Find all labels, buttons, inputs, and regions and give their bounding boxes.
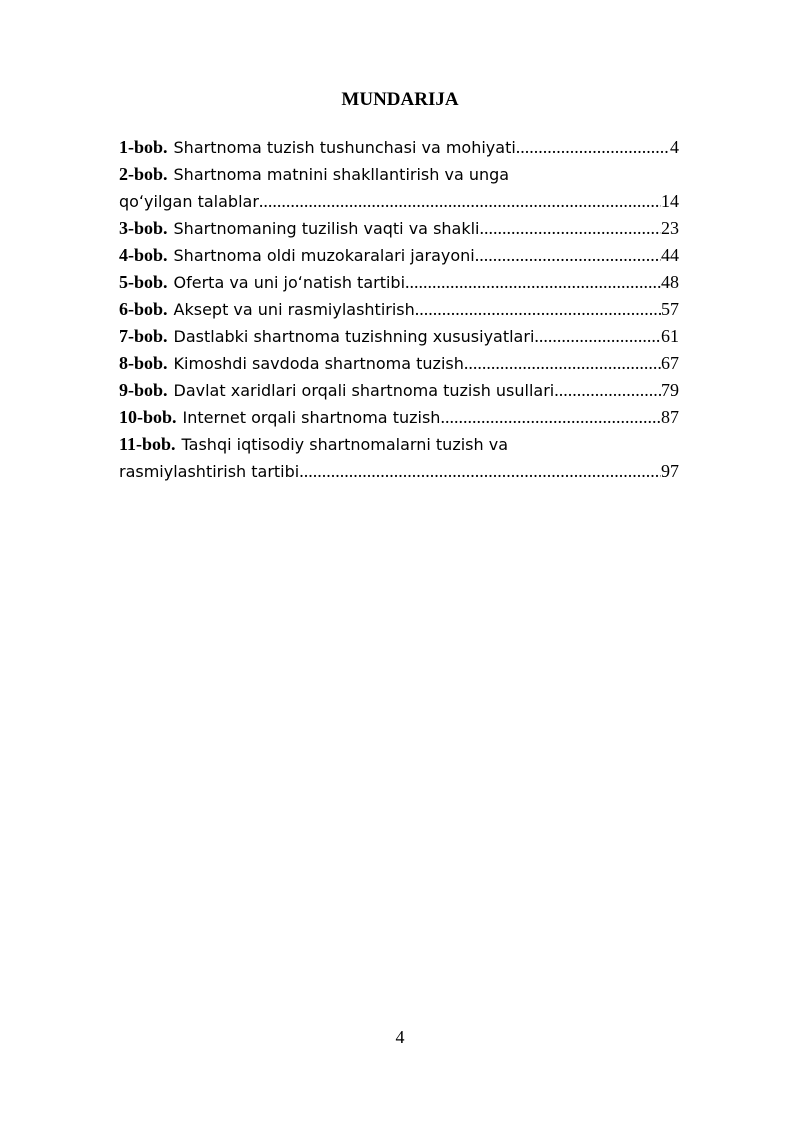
toc-line <box>119 350 679 377</box>
toc-entry <box>119 134 679 161</box>
toc-title: Shartnoma oldi muzokaralari jarayoni <box>173 246 475 265</box>
toc-chapter-number: 4-bob. <box>119 245 168 265</box>
toc-title: Kimoshdi savdoda shartnoma tuzish <box>173 354 464 373</box>
toc-entry <box>119 242 679 269</box>
toc-title: qoʻyilgan talablar <box>119 192 259 211</box>
toc-page-number: 44 <box>661 245 679 265</box>
toc-page-number: 87 <box>661 407 679 427</box>
toc-title: Aksept va uni rasmiylashtirish <box>173 300 415 319</box>
toc-line <box>119 377 679 404</box>
toc-dot-leader <box>259 188 661 215</box>
toc-entry <box>119 161 679 215</box>
toc-entry <box>119 323 679 350</box>
toc-dot-leader <box>464 350 661 377</box>
toc-page-number: 61 <box>661 326 679 346</box>
toc-line <box>119 134 679 161</box>
toc-chapter-number: 1-bob. <box>119 137 168 157</box>
toc-page-number: 14 <box>661 191 679 211</box>
toc-dot-leader <box>299 458 661 485</box>
toc-entry <box>119 296 679 323</box>
toc-chapter-number: 5-bob. <box>119 272 168 292</box>
toc-chapter-number: 10-bob. <box>119 407 177 427</box>
toc-line <box>119 323 679 350</box>
toc-title: Internet orqali shartnoma tuzish <box>182 408 441 427</box>
toc-line <box>119 404 679 431</box>
toc-chapter-number: 8-bob. <box>119 353 168 373</box>
toc-chapter-number: 3-bob. <box>119 218 168 238</box>
toc-entry <box>119 350 679 377</box>
toc-dot-leader <box>475 242 661 269</box>
toc-line <box>119 188 679 215</box>
toc-line <box>119 269 679 296</box>
toc-line <box>119 242 679 269</box>
toc-page-number: 79 <box>661 380 679 400</box>
toc-dot-leader <box>480 215 662 242</box>
toc-line <box>119 215 679 242</box>
toc-dot-leader <box>516 134 670 161</box>
toc-entry <box>119 404 679 431</box>
toc-line <box>119 458 679 485</box>
page-number: 4 <box>395 1027 405 1047</box>
toc-page-number: 57 <box>661 299 679 319</box>
toc-chapter-number: 6-bob. <box>119 299 168 319</box>
toc-page-number: 97 <box>661 461 679 481</box>
toc-title: rasmiylashtirish tartibi <box>119 462 300 481</box>
page-title: MUNDARIJA <box>341 89 459 110</box>
toc-chapter-number: 9-bob. <box>119 380 168 400</box>
toc-dot-leader <box>534 323 661 350</box>
toc-chapter-number: 11-bob. <box>119 434 176 454</box>
toc-dot-leader <box>554 377 661 404</box>
toc-chapter-number: 7-bob. <box>119 326 168 346</box>
toc-title: Davlat xaridlari orqali shartnoma tuzish usullari <box>173 381 555 400</box>
toc-entry <box>119 269 679 296</box>
toc-entry <box>119 431 679 485</box>
toc-page-number: 67 <box>661 353 679 373</box>
toc-dot-leader <box>415 296 661 323</box>
toc-entry <box>119 377 679 404</box>
toc-title: Shartnoma matnini shakllantirish va unga <box>173 165 510 184</box>
toc-dot-leader <box>440 404 661 431</box>
toc-line <box>119 296 679 323</box>
toc-page-number: 4 <box>670 137 679 157</box>
toc-line <box>119 161 679 188</box>
toc-title: Dastlabki shartnoma tuzishning xususiyatlari <box>173 327 535 346</box>
toc-entry <box>119 215 679 242</box>
toc-title: Tashqi iqtisodiy shartnomalarni tuzish va <box>181 435 508 454</box>
toc-page-number: 23 <box>661 218 679 238</box>
toc-page-number: 48 <box>661 272 679 292</box>
toc-title: Shartnoma tuzish tushunchasi va mohiyati <box>173 138 516 157</box>
toc-line <box>119 431 679 458</box>
toc-title: Oferta va uni joʻnatish tartibi <box>173 273 406 292</box>
toc-title: Shartnomaning tuzilish vaqti va shakli <box>173 219 480 238</box>
toc-dot-leader <box>405 269 661 296</box>
table-of-contents <box>119 134 679 485</box>
toc-chapter-number: 2-bob. <box>119 164 168 184</box>
